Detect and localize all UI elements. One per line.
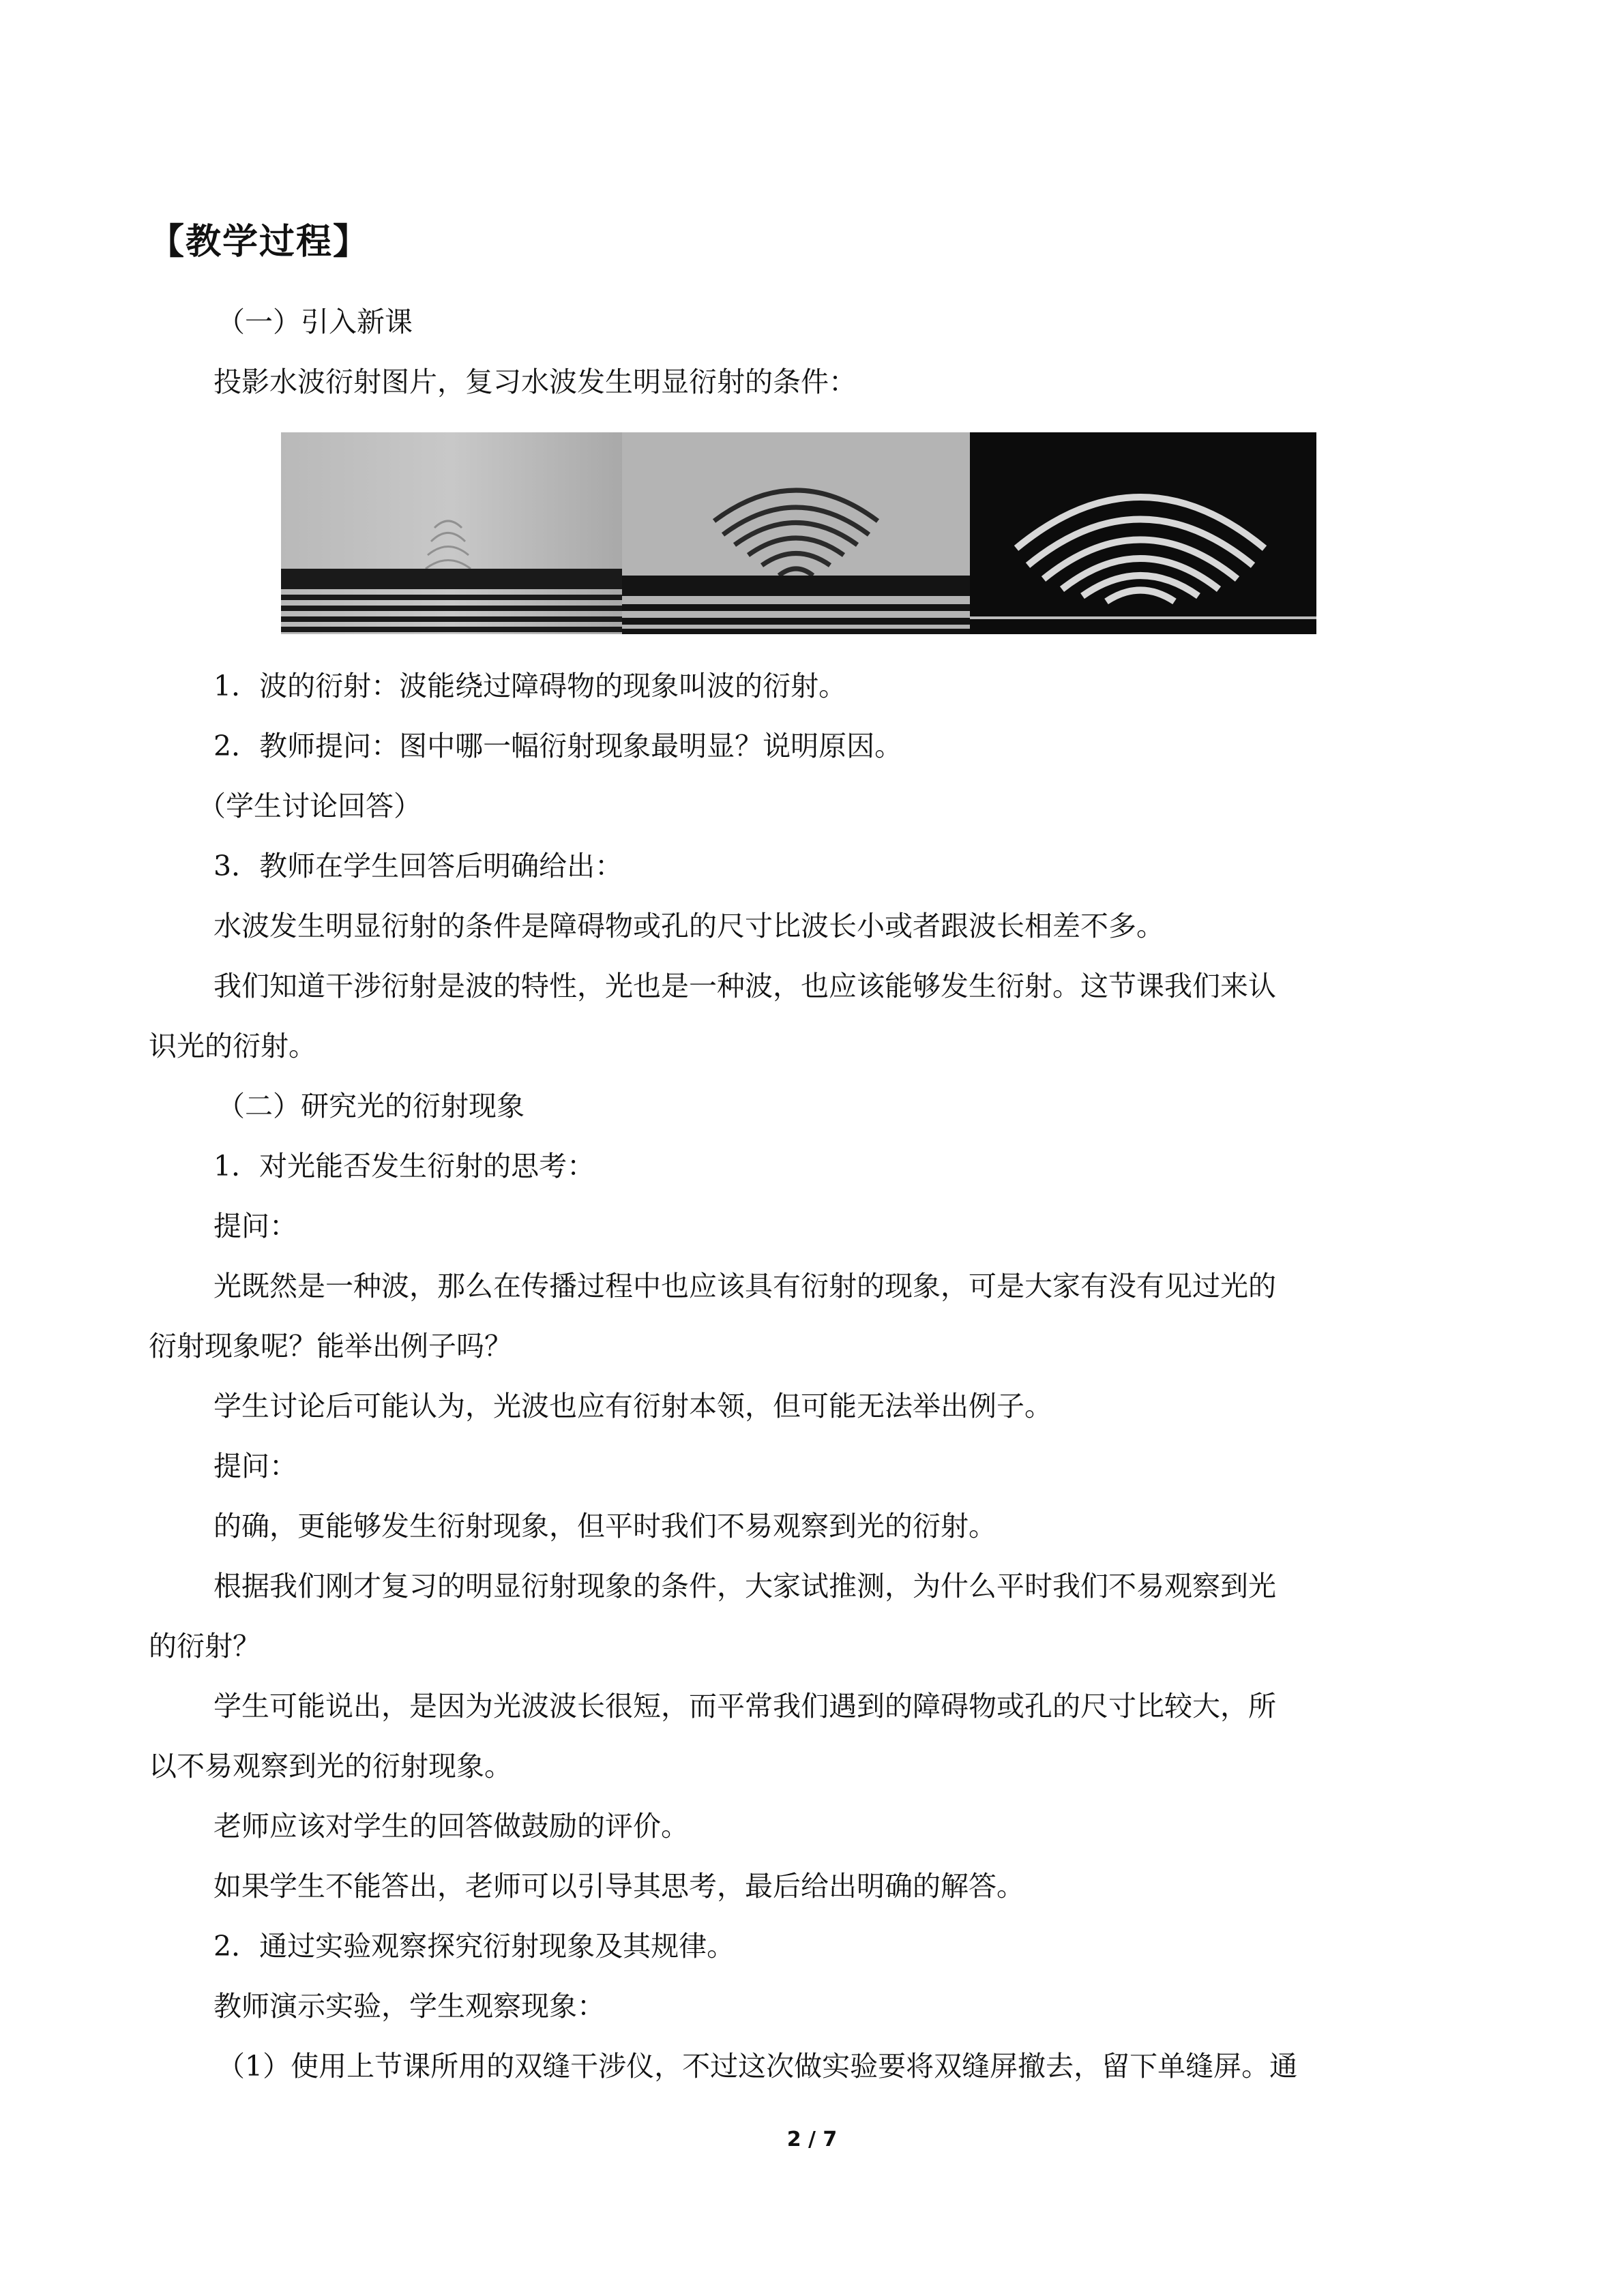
text-line: 学生讨论后可能认为，光波也应有衍射本领，但可能无法举出例子。	[213, 1390, 1052, 1422]
text-line: 投影水波衍射图片，复习水波发生明显衍射的条件：	[213, 366, 857, 398]
diffraction-figure-1	[281, 432, 622, 634]
text-line: （学生讨论回答）	[198, 790, 422, 822]
text-line: 提问：	[213, 1210, 297, 1242]
text-line: 老师应该对学生的回答做鼓励的评价。	[213, 1810, 689, 1843]
text-line: 1．波的衍射：波能绕过障碍物的现象叫波的衍射。	[213, 670, 847, 702]
text-line: 如果学生不能答出，老师可以引导其思考，最后给出明确的解答。	[213, 1870, 1024, 1903]
text-line: 以不易观察到光的衍射现象。	[149, 1750, 512, 1783]
subsection-title-intro: （一）引入新课	[217, 305, 413, 338]
water-wave-figures	[281, 432, 1316, 634]
text-line: 1．对光能否发生衍射的思考：	[213, 1150, 595, 1182]
body-block	[149, 656, 1479, 2096]
intro-block	[149, 292, 1479, 412]
text-line: 衍射现象呢？能举出例子吗？	[149, 1330, 512, 1362]
subsection-title-research: （二）研究光的衍射现象	[217, 1090, 525, 1122]
text-line: 2．教师提问：图中哪一幅衍射现象最明显？说明原因。	[213, 730, 903, 762]
text-line: 2．通过实验观察探究衍射现象及其规律。	[213, 1930, 735, 1963]
page-number: 2 / 7	[786, 2128, 838, 2151]
text-line: 水波发生明显衍射的条件是障碍物或孔的尺寸比波长小或者跟波长相差不多。	[213, 910, 1164, 942]
text-line: 提问：	[213, 1450, 297, 1482]
text-line: （1）使用上节课所用的双缝干涉仪，不过这次做实验要将双缝屏撤去，留下单缝屏。通	[217, 2050, 1298, 2083]
diffraction-figure-3	[970, 432, 1316, 634]
text-line: 根据我们刚才复习的明显衍射现象的条件，大家试推测，为什么平时我们不易观察到光	[213, 1570, 1276, 1602]
text-line: 教师演示实验，学生观察现象：	[213, 1990, 605, 2023]
text-line: 我们知道干涉衍射是波的特性，光也是一种波，也应该能够发生衍射。这节课我们来认	[213, 970, 1276, 1002]
section-heading: 【教学过程】	[149, 222, 370, 263]
text-line: 学生可能说出，是因为光波波长很短，而平常我们遇到的障碍物或孔的尺寸比较大，所	[213, 1690, 1276, 1723]
text-line: 的衍射？	[149, 1630, 261, 1663]
text-line: 识光的衍射。	[149, 1030, 316, 1062]
text-line: 的确，更能够发生衍射现象，但平时我们不易观察到光的衍射。	[213, 1510, 996, 1542]
diffraction-figure-2	[622, 432, 970, 634]
text-line: 光既然是一种波，那么在传播过程中也应该具有衍射的现象，可是大家有没有见过光的	[213, 1270, 1276, 1302]
text-line: 3．教师在学生回答后明确给出：	[213, 850, 623, 882]
